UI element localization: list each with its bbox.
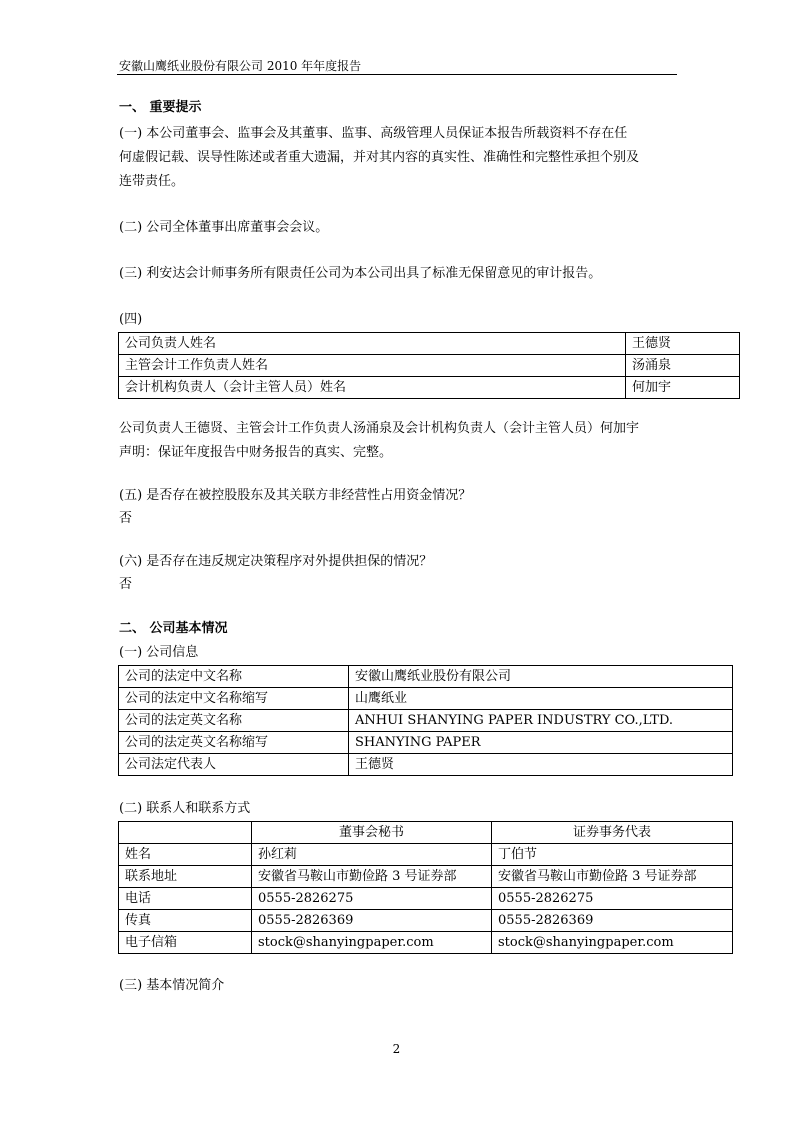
table-cell-label: 电子信箱 xyxy=(119,932,252,954)
paragraph-4-label: (四) xyxy=(119,312,143,327)
table-row xyxy=(119,355,740,377)
table-row xyxy=(119,710,733,732)
table-header-cell: 证券事务代表 xyxy=(492,822,733,844)
table-header-cell xyxy=(119,822,252,844)
table-cell-label: 传真 xyxy=(119,910,252,932)
table-row xyxy=(119,754,733,776)
table-row xyxy=(119,888,733,910)
table-row xyxy=(119,333,740,355)
table-header-row xyxy=(119,822,733,844)
table-cell-label: 会计机构负责人（会计主管人员）姓名 xyxy=(119,377,626,399)
table-row xyxy=(119,732,733,754)
answer-6: 否 xyxy=(119,577,133,592)
table-row xyxy=(119,666,733,688)
table-cell-value: 安徽省马鞍山市勤俭路 3 号证券部 xyxy=(252,866,492,888)
table-cell-label: 公司的法定英文名称缩写 xyxy=(119,732,349,754)
table-cell-value: 安徽山鹰纸业股份有限公司 xyxy=(349,666,733,688)
question-5: (五) 是否存在被控股股东及其关联方非经营性占用资金情况？ xyxy=(119,488,472,503)
table-cell-label: 联系地址 xyxy=(119,866,252,888)
table-cell-label: 公司的法定中文名称缩写 xyxy=(119,688,349,710)
statement-line-1: 公司负责人王德贤、主管会计工作负责人汤涌泉及会计机构负责人（会计主管人员）何加宇 xyxy=(119,421,640,436)
subsection-contacts: (二) 联系人和联系方式 xyxy=(119,801,251,816)
subsection-basic-overview: (三) 基本情况简介 xyxy=(119,978,225,993)
paragraph-3: (三) 利安达会计师事务所有限责任公司为本公司出具了标准无保留意见的审计报告。 xyxy=(119,266,602,281)
table-cell-label: 公司法定代表人 xyxy=(119,754,349,776)
section-2-heading: 二、 公司基本情况 xyxy=(119,621,228,636)
answer-5: 否 xyxy=(119,511,133,526)
table-cell-value: 0555-2826275 xyxy=(252,888,492,910)
table-row xyxy=(119,866,733,888)
question-6: (六) 是否存在违反规定决策程序对外提供担保的情况？ xyxy=(119,554,433,569)
table-cell-value: 王德贤 xyxy=(349,754,733,776)
table-cell-label: 姓名 xyxy=(119,844,252,866)
table-row xyxy=(119,932,733,954)
statement-line-2: 声明：保证年度报告中财务报告的真实、完整。 xyxy=(119,445,393,460)
table-cell-value: stock@shanyingpaper.com xyxy=(252,932,492,954)
responsible-persons-table xyxy=(118,332,740,399)
table-cell-value: 0555-2826369 xyxy=(492,910,733,932)
table-cell-label: 公司的法定英文名称 xyxy=(119,710,349,732)
table-cell-value: SHANYING PAPER xyxy=(349,732,733,754)
table-cell-value: 何加宇 xyxy=(626,377,740,399)
table-header-cell: 董事会秘书 xyxy=(252,822,492,844)
subsection-company-info: (一) 公司信息 xyxy=(119,645,199,660)
table-cell-value: 王德贤 xyxy=(626,333,740,355)
paragraph-1-line-2: 何虚假记载、误导性陈述或者重大遗漏，并对其内容的真实性、准确性和完整性承担个别及 xyxy=(119,150,640,165)
table-cell-value: 安徽省马鞍山市勤俭路 3 号证券部 xyxy=(492,866,733,888)
table-cell-value: stock@shanyingpaper.com xyxy=(492,932,733,954)
table-cell-value: 0555-2826369 xyxy=(252,910,492,932)
table-cell-value: 0555-2826275 xyxy=(492,888,733,910)
table-cell-label: 公司负责人姓名 xyxy=(119,333,626,355)
table-cell-value: ANHUI SHANYING PAPER INDUSTRY CO.,LTD. xyxy=(349,710,733,732)
page-number: 2 xyxy=(392,1042,401,1056)
contact-table xyxy=(118,821,733,954)
table-row xyxy=(119,910,733,932)
paragraph-2: (二) 公司全体董事出席董事会会议。 xyxy=(119,220,329,235)
running-header: 安徽山鹰纸业股份有限公司 2010 年年度报告 xyxy=(119,59,362,73)
section-1-heading: 一、 重要提示 xyxy=(119,100,202,115)
table-cell-label: 电话 xyxy=(119,888,252,910)
table-row xyxy=(119,377,740,399)
table-row xyxy=(119,688,733,710)
paragraph-1-line-1: (一) 本公司董事会、监事会及其董事、监事、高级管理人员保证本报告所载资料不存在任 xyxy=(119,126,628,141)
table-cell-value: 孙红莉 xyxy=(252,844,492,866)
paragraph-1-line-3: 连带责任。 xyxy=(119,174,185,189)
table-cell-label: 公司的法定中文名称 xyxy=(119,666,349,688)
table-cell-value: 山鹰纸业 xyxy=(349,688,733,710)
header-divider xyxy=(117,74,677,75)
company-info-table xyxy=(118,665,733,776)
table-cell-value: 丁伯节 xyxy=(492,844,733,866)
table-row xyxy=(119,844,733,866)
table-cell-value: 汤涌泉 xyxy=(626,355,740,377)
table-cell-label: 主管会计工作负责人姓名 xyxy=(119,355,626,377)
